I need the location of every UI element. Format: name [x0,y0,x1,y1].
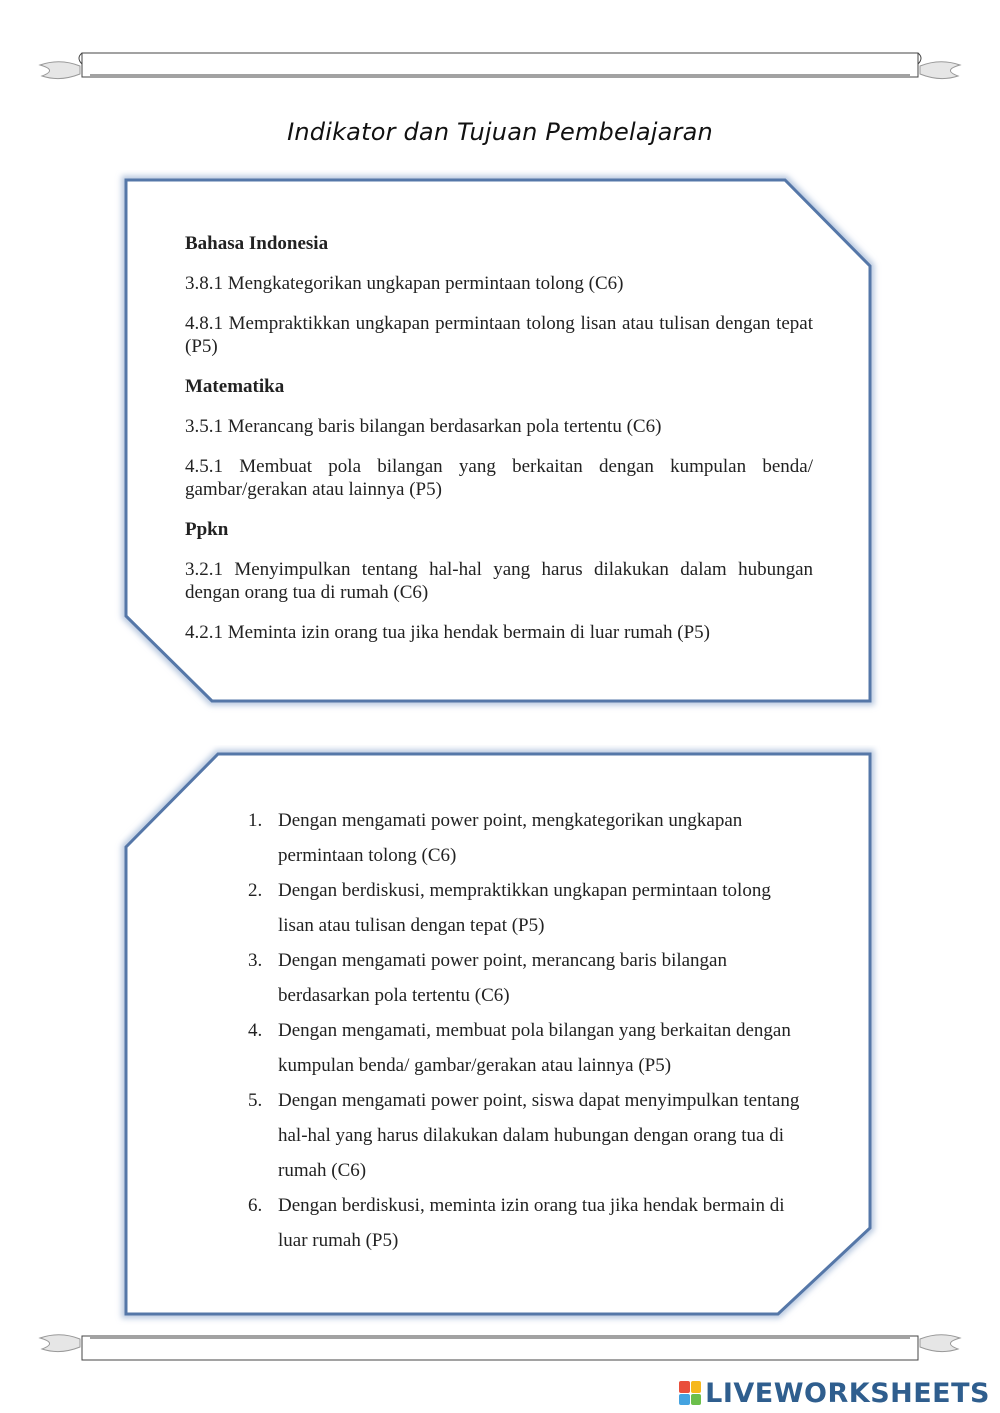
list-item [248,1083,808,1188]
indicator-item: 4.5.1 Membuat pola bilangan yang berkaitan dengan kumpulan benda/ gambar/gerakan atau lainnya (P5) [185,456,813,500]
item-number: 4. [248,1020,263,1041]
item-number: 6. [248,1195,263,1216]
list-item [248,803,808,873]
indicator-item: 3.5.1 Merancang baris bilangan berdasarkan pola tertentu (C6) [185,416,662,437]
logo-tile [679,1381,690,1393]
item-number: 5. [248,1090,263,1111]
indicator-item: 3.2.1 Menyimpulkan tentang hal-hal yang harus dilakukan dalam hubungan dengan orang tua di rumah (C6) [185,559,813,603]
item-text: Dengan mengamati, membuat pola bilangan yang berkaitan dengan kumpulan benda/ gambar/gerakan atau lainnya (P5) [278,1020,791,1076]
liveworksheets-brand [679,1378,990,1408]
item-text: Dengan mengamati power point, merancang baris bilangan berdasarkan pola tertentu (C6) [278,950,727,1006]
item-text: Dengan mengamati power point, siswa dapat menyimpulkan tentang hal-hal yang harus dilakukan dalam hubungan dengan orang tua di rumah (C6) [278,1090,800,1181]
indicator-list [185,232,813,661]
list-item [248,873,808,943]
indicator-section [185,518,813,644]
item-text: Dengan berdiskusi, meminta izin orang tua jika hendak bermain di luar rumah (P5) [278,1195,785,1251]
section-heading: Bahasa Indonesia [185,233,329,254]
indicator-section [185,375,813,501]
logo-tile [691,1394,702,1406]
section-heading: Matematika [185,376,285,397]
indicator-section [185,232,813,358]
item-number: 2. [248,880,263,901]
logo-tile [679,1394,690,1406]
brand-name: LIVEWORKSHEETS [705,1377,990,1409]
indicator-item: 4.8.1 Mempraktikkan ungkapan permintaan tolong lisan atau tulisan dengan tepat (P5) [185,313,813,357]
item-number: 1. [248,810,263,831]
list-item [248,943,808,1013]
indicator-item: 3.8.1 Mengkategorikan ungkapan permintaan tolong (C6) [185,273,624,294]
item-text: Dengan mengamati power point, mengkategorikan ungkapan permintaan tolong (C6) [278,810,743,866]
logo-tile [691,1381,702,1393]
liveworksheets-logo-icon [679,1381,701,1405]
top-scroll-banner [0,48,1000,88]
item-number: 3. [248,950,263,971]
page-title: Indikator dan Tujuan Pembelajaran [287,118,713,146]
list-item [248,1013,808,1083]
indicator-item: 4.2.1 Meminta izin orang tua jika hendak bermain di luar rumah (P5) [185,622,710,643]
bottom-scroll-banner [0,1328,1000,1368]
goals-list [248,803,808,1258]
item-text: Dengan berdiskusi, mempraktikkan ungkapan permintaan tolong lisan atau tulisan dengan tepat (P5) [278,880,771,936]
section-heading: Ppkn [185,519,229,540]
list-item [248,1188,808,1258]
